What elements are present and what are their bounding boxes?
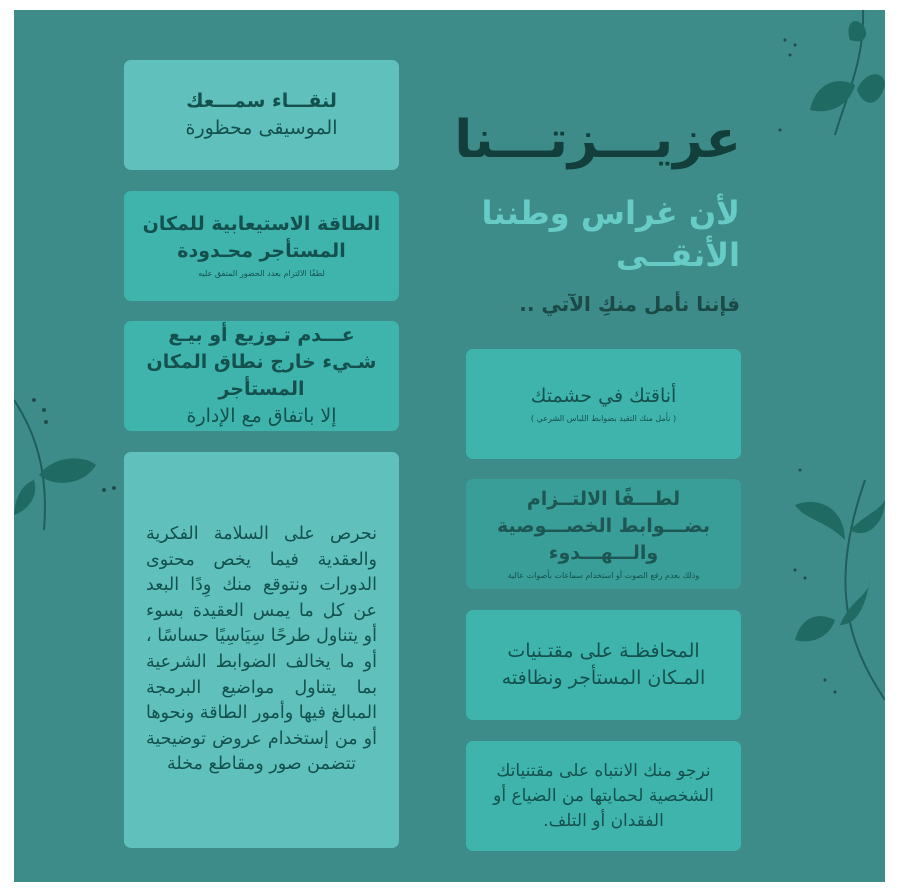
card-music [124,60,399,170]
card-text: المحافظـة على مقتـنيات المـكان المستأجر ونظافته [501,640,706,689]
card-title: لطـــفًا الالتــزام بضـــوابط الخصـــوصية والـــهـــدوء [497,487,710,564]
card-privacy [466,479,741,589]
card-text: نرجو منك الانتباه على مقتنياتك الشخصية لحمايتها من الضياع أو الفقدان أو التلف. [493,760,714,831]
card-cleanliness [466,610,741,720]
card-text: إلا باتفاق مع الإدارة [186,405,337,427]
leaf-sprout-icon [775,10,885,140]
card-note: لطفًا الالتزام بعدد الحضور المتفق عليه [198,269,325,278]
card-note: ( نأمل منك التقيد بضوابط اللباس الشرعي ) [530,413,677,423]
card-text: الموسيقى محظورة [185,117,338,139]
poster [14,10,885,882]
leaf-branch-icon [775,460,885,710]
card-selling [124,321,399,431]
page-intro: فإننا نأمل منكِ الآتي .. [519,292,740,316]
card-text: نحرص على السلامة الفكرية والعقدية فيما يخص محتوى الدورات ونتوقع منك وِدًا البعد عن كل ما يمس العقيدة بسوء أو يتناول طرحًا سِيَاسِيًا حساسًا ، أو ما يخالف الضوابط الشرعية بما يتناول مواضيع البرمجة المبالغ فيها وأمور الطاقة ونحوها أو من إستخدام عروض توضيحية تتضمن صور ومقاطع مخلة [146,524,377,775]
card-capacity [124,191,399,301]
page-subtitle: لأن غراس وطننا الأنقــى [481,194,740,274]
page-title: عزيـــزتـــنا [454,110,741,170]
card-title: أناقتك في حشمتك [530,384,677,407]
card-dress [466,349,741,459]
card-note: وذلك بعدم رفع الصوت أو استخدام سماعات بأصوات عالية [507,570,700,580]
card-content-safety [124,452,399,848]
leaf-branch-icon [14,360,124,530]
card-title: عـــدم تـوزيع أو بيـع شـيء خارج نطاق المكان المستأجر [146,324,377,400]
card-belongings [466,741,741,851]
card-title: لنقـــاء سمـــعك [186,90,337,112]
card-title: الطاقة الاستيعابية للمكان المستأجر محـدودة [142,213,381,262]
